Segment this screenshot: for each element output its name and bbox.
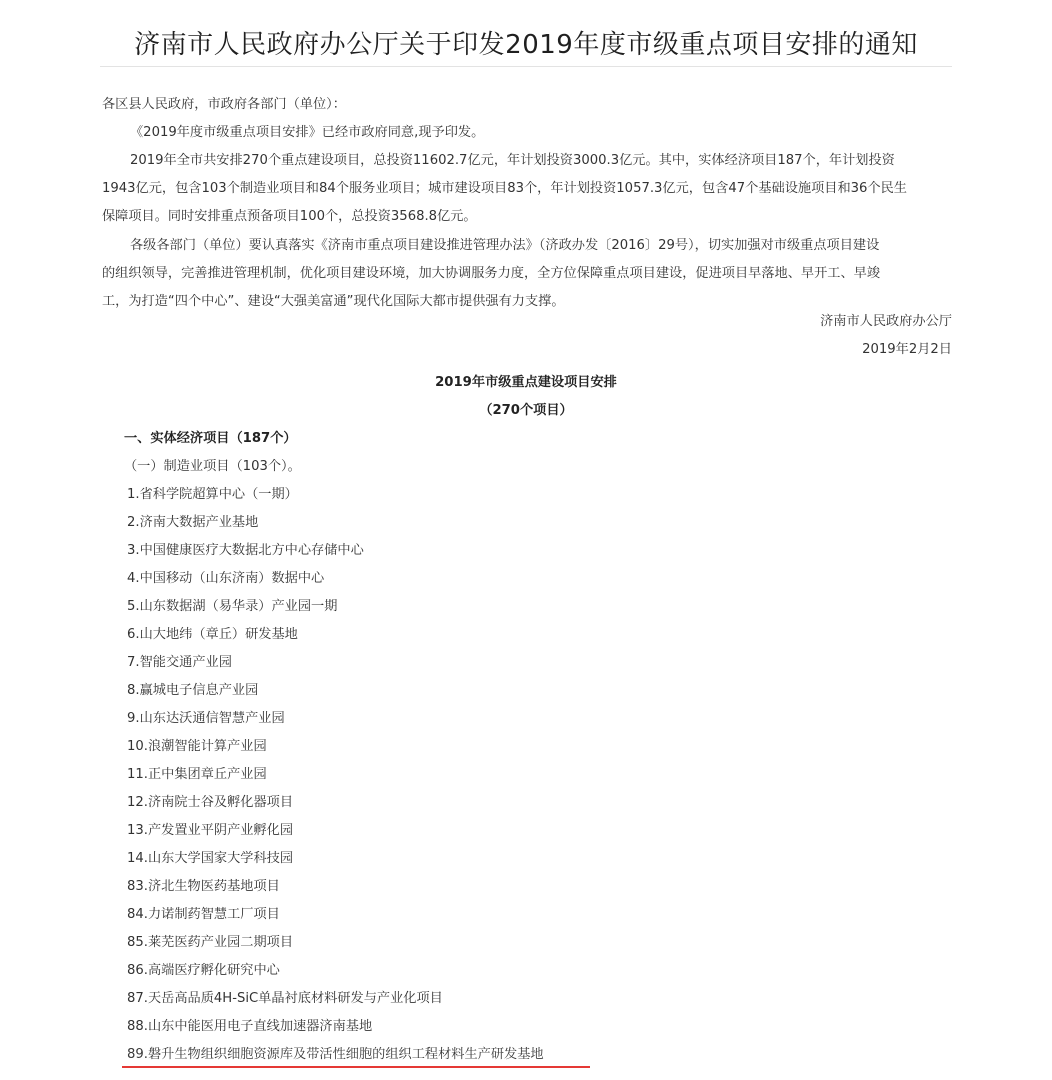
- list-item: 84.力诺制药智慧工厂项目: [127, 907, 280, 922]
- list-item: 87.天岳高品质4H-SiC单晶衬底材料研发与产业化项目: [127, 991, 443, 1006]
- list-item: 10.浪潮智能计算产业园: [127, 739, 267, 754]
- paragraph-3-line-1: 各级各部门（单位）要认真落实《济南市重点项目建设推进管理办法》（济政办发〔2016〕29号），切实加强对市级重点项目建设: [130, 238, 880, 253]
- list-item: 2.济南大数据产业基地: [127, 515, 259, 530]
- page-title: 济南市人民政府办公厅关于印发2019年度市级重点项目安排的通知: [134, 30, 918, 60]
- signature-date: 2019年2月2日: [862, 342, 952, 357]
- list-item: 9.山东达沃通信智慧产业园: [127, 711, 285, 726]
- list-item: 13.产发置业平阴产业孵化园: [127, 823, 294, 838]
- list-item: 8.赢城电子信息产业园: [127, 683, 259, 698]
- paragraph-3-line-2: 的组织领导，完善推进管理机制，优化项目建设环境，加大协调服务力度，全方位保障重点项目建设，促进项目早落地、早开工、早竣: [102, 266, 881, 281]
- subtitle-count: （270个项目）: [479, 403, 573, 418]
- list-item: 6.山大地纬（章丘）研发基地: [127, 627, 298, 642]
- paragraph-2-line-1: 2019年全市共安排270个重点建设项目，总投资11602.7亿元，年计划投资3000.3亿元。其中，实体经济项目187个，年计划投资: [130, 153, 895, 168]
- list-item: 11.正中集团章丘产业园: [127, 767, 267, 782]
- list-item: 5.山东数据湖（易华录）产业园一期: [127, 599, 338, 614]
- list-item: 7.智能交通产业园: [127, 655, 232, 670]
- list-item: 88.山东中能医用电子直线加速器济南基地: [127, 1019, 373, 1034]
- title-divider: [100, 66, 952, 67]
- subtitle: 2019年市级重点建设项目安排: [435, 375, 617, 390]
- paragraph-2-line-3: 保障项目。同时安排重点预备项目100个，总投资3568.8亿元。: [102, 209, 477, 224]
- list-item: 86.高端医疗孵化研究中心: [127, 963, 280, 978]
- list-item: 3.中国健康医疗大数据北方中心存储中心: [127, 543, 364, 558]
- list-item: 14.山东大学国家大学科技园: [127, 851, 294, 866]
- highlight-underline: [122, 1066, 590, 1068]
- list-item: 4.中国移动（山东济南）数据中心: [127, 571, 325, 586]
- signature-org: 济南市人民政府办公厅: [820, 314, 952, 329]
- salutation: 各区县人民政府，市政府各部门（单位）：: [102, 97, 346, 112]
- list-item: 89.磐升生物组织细胞资源库及带活性细胞的组织工程材料生产研发基地: [127, 1047, 544, 1062]
- paragraph-3-line-3: 工，为打造“四个中心”、建设“大强美富通”现代化国际大都市提供强有力支撑。: [102, 294, 565, 309]
- list-item: 12.济南院士谷及孵化器项目: [127, 795, 294, 810]
- paragraph-1: 《2019年度市级重点项目安排》已经市政府同意,现予印发。: [130, 125, 485, 140]
- list-item: 85.莱芜医药产业园二期项目: [127, 935, 294, 950]
- section-heading: 一、实体经济项目（187个）: [124, 431, 297, 446]
- list-item: 1.省科学院超算中心（一期）: [127, 487, 298, 502]
- paragraph-2-line-2: 1943亿元，包含103个制造业项目和84个服务业项目；城市建设项目83个，年计划投资1057.3亿元，包含47个基础设施项目和36个民生: [102, 181, 907, 196]
- subsection-heading: （一）制造业项目（103个）。: [124, 459, 301, 474]
- list-item: 83.济北生物医药基地项目: [127, 879, 280, 894]
